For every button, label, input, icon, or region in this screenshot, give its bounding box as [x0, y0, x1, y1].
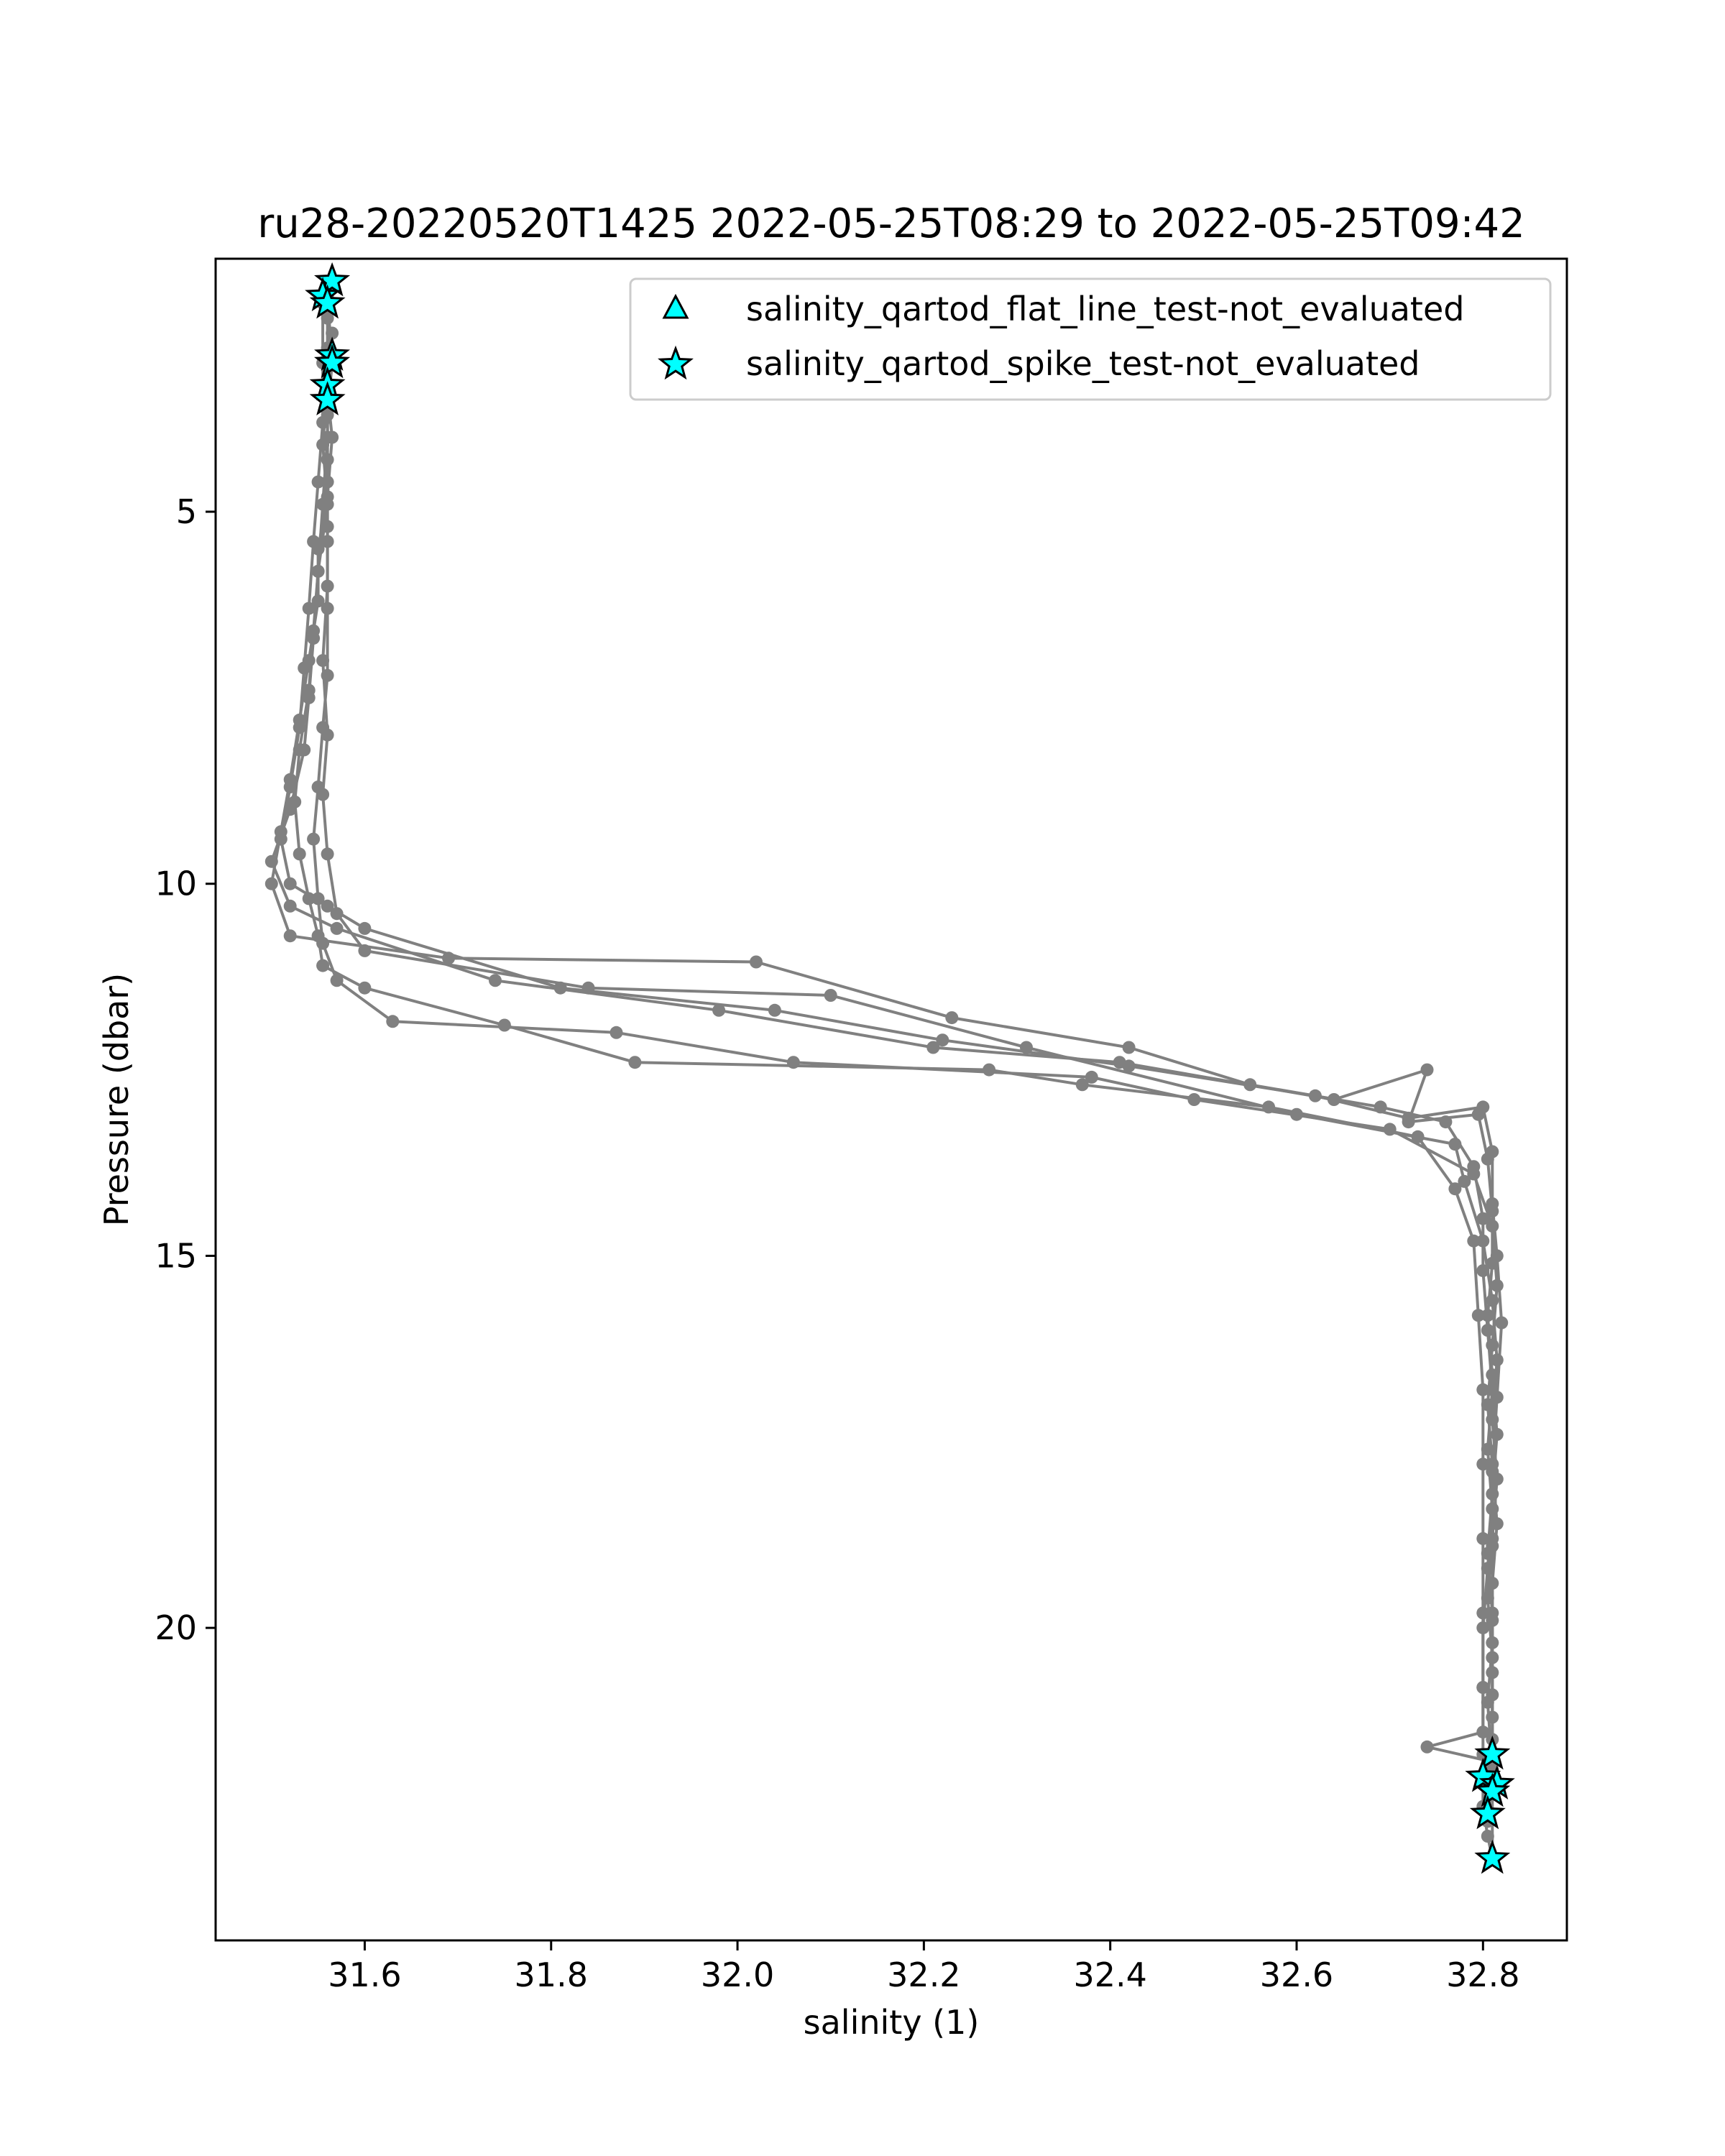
profile-point	[1467, 1235, 1480, 1248]
profile-point	[1476, 1532, 1489, 1545]
profile-point	[321, 900, 334, 913]
profile-point	[284, 900, 297, 913]
profile-point	[1491, 1391, 1504, 1404]
profile-point	[312, 565, 325, 578]
profile-point	[1476, 1606, 1489, 1619]
profile-point	[321, 847, 334, 860]
profile-point	[1476, 1457, 1489, 1470]
profile-point	[1486, 1146, 1499, 1158]
profile-point	[288, 796, 301, 808]
profile-line	[272, 333, 1497, 1822]
profile-point	[1123, 1041, 1136, 1054]
profile-point	[1476, 1681, 1489, 1694]
profile-series	[275, 297, 1508, 1865]
profile-point	[1495, 1317, 1508, 1330]
profile-point	[321, 431, 334, 444]
profile-point	[489, 974, 502, 987]
profile-point	[1448, 1182, 1461, 1195]
profile-point	[303, 892, 316, 905]
legend-label-spike-test: salinity_qartod_spike_test-not_evaluated	[746, 344, 1420, 383]
profile-point	[293, 847, 306, 860]
profile-point	[610, 1026, 623, 1039]
y-tick-label: 20	[155, 1608, 197, 1648]
profile-point	[358, 982, 371, 995]
profile-point	[1421, 1741, 1434, 1754]
x-tick-label: 31.8	[514, 1955, 588, 1994]
x-axis-ticks	[328, 1940, 1519, 1994]
profile-series	[307, 290, 1504, 1828]
profile-point	[824, 989, 837, 1002]
profile-point	[1402, 1112, 1415, 1125]
profile-point	[307, 625, 320, 637]
profile-line	[295, 385, 1492, 1858]
profile-point	[498, 1019, 511, 1032]
profile-point	[1448, 1138, 1461, 1151]
profile-point	[1486, 1339, 1499, 1352]
profile-point	[358, 944, 371, 957]
profile-point	[1486, 1197, 1499, 1210]
profile-point	[1076, 1078, 1089, 1091]
profile-point	[307, 833, 320, 846]
profile-series	[288, 379, 1499, 1865]
profile-point	[316, 959, 329, 972]
profile-point	[265, 855, 278, 868]
profile-point	[1421, 1064, 1434, 1077]
profile-line	[323, 318, 1497, 1792]
profile-point	[303, 602, 316, 615]
x-tick-label: 31.6	[328, 1955, 402, 1994]
legend	[630, 279, 1550, 400]
x-tick-label: 32.8	[1446, 1955, 1520, 1994]
data-layer	[265, 265, 1512, 1871]
profile-line	[313, 296, 1497, 1822]
profile-point	[284, 929, 297, 942]
x-tick-label: 32.6	[1259, 1955, 1334, 1994]
profile-point	[1491, 1428, 1504, 1441]
y-axis-ticks	[155, 492, 216, 1647]
chart-title: ru28-20220520T1425 2022-05-25T08:29 to 2022-05-25T09:42	[257, 201, 1525, 247]
profile-point	[628, 1056, 641, 1069]
profile-point	[321, 669, 334, 682]
x-tick-label: 32.2	[887, 1955, 961, 1994]
profile-point	[303, 684, 316, 697]
x-tick-label: 32.0	[700, 1955, 775, 1994]
profile-point	[554, 982, 567, 995]
profile-point	[1467, 1168, 1480, 1181]
profile-point	[265, 877, 278, 890]
profile-point	[312, 780, 325, 793]
profile-point	[750, 956, 763, 969]
profile-point	[768, 1004, 781, 1017]
profile-point	[284, 877, 297, 890]
profile-point	[293, 743, 306, 756]
x-tick-label: 32.4	[1073, 1955, 1147, 1994]
profile-point	[321, 535, 334, 548]
y-tick-label: 5	[175, 492, 197, 532]
spike-flag-star	[1477, 1843, 1507, 1871]
profile-series	[316, 312, 1504, 1798]
profile-point	[1262, 1100, 1275, 1113]
profile-point	[1472, 1309, 1485, 1322]
x-axis-label: salinity (1)	[803, 2003, 980, 2042]
profile-series	[265, 327, 1504, 1828]
profile-point	[316, 498, 329, 511]
profile-point	[386, 1015, 399, 1028]
y-tick-label: 10	[155, 864, 197, 903]
profile-point	[307, 535, 320, 548]
legend-label-flat-line-test: salinity_qartod_flat_line_test-not_evaluated	[746, 290, 1465, 328]
profile-point	[1486, 1220, 1499, 1233]
profile-point	[331, 922, 344, 935]
plot-frame	[216, 259, 1567, 1940]
y-axis-label: Pressure (dbar)	[97, 972, 136, 1227]
profile-point	[1491, 1279, 1504, 1292]
profile-point	[1476, 1383, 1489, 1396]
profile-point	[1412, 1130, 1425, 1143]
profile-point	[936, 1033, 949, 1046]
profile-point	[312, 929, 325, 942]
profile-point	[358, 922, 371, 935]
profile-point	[945, 1011, 958, 1024]
profile-point	[1491, 1249, 1504, 1262]
profile-point	[983, 1064, 995, 1077]
profile-line	[281, 303, 1501, 1858]
profile-point	[298, 662, 310, 675]
y-tick-label: 15	[155, 1236, 197, 1276]
profile-point	[316, 721, 329, 734]
profile-point	[1309, 1089, 1322, 1102]
profile-point	[1123, 1059, 1136, 1072]
profile-point	[1476, 1100, 1489, 1113]
profile-point	[321, 602, 334, 615]
profile-point	[275, 833, 288, 846]
